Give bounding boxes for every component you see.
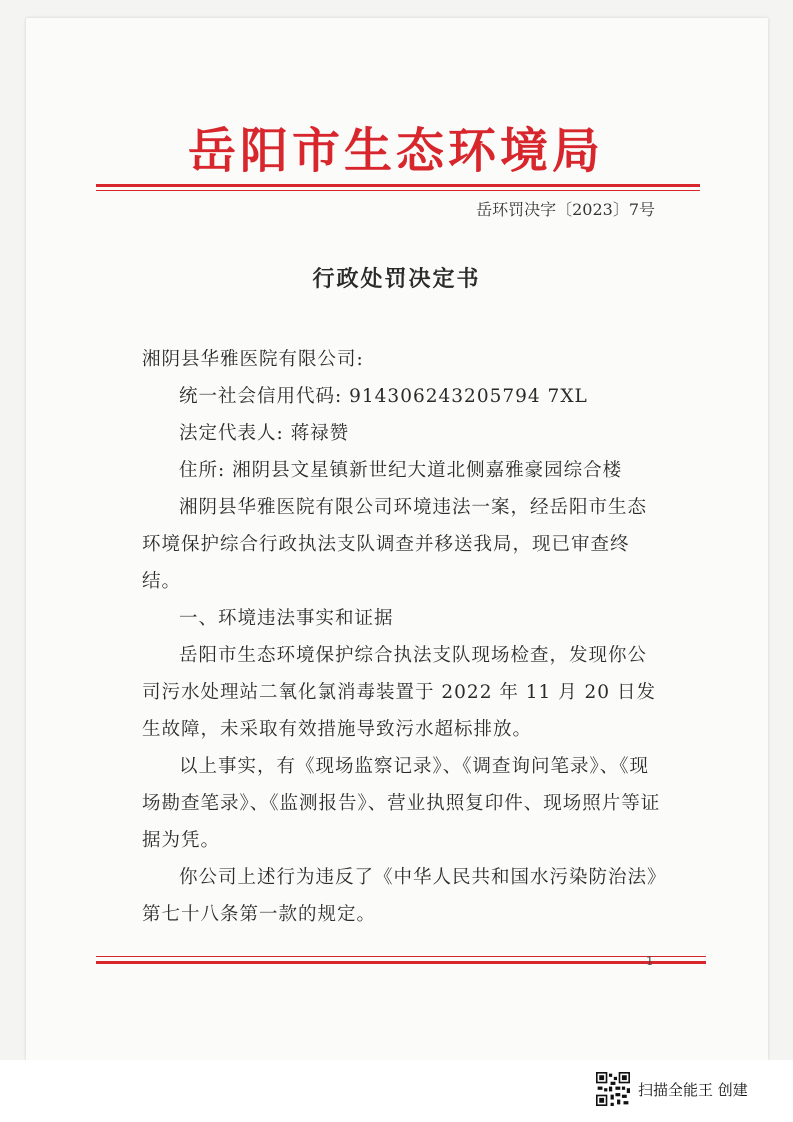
qr-code-icon bbox=[596, 1072, 630, 1106]
scanner-watermark bbox=[596, 1072, 748, 1106]
letterhead-rule-thin bbox=[96, 190, 700, 191]
watermark-text: 扫描全能王 创建 bbox=[638, 1080, 748, 1099]
paragraph-facts: 岳阳市生态环境保护综合执法支队现场检查，发现你公司污水处理站二氧化氯消毒装置于 2022 年 11 月 20 日发生故障，未采取有效措施导致污水超标排放。 bbox=[142, 645, 656, 740]
letterhead-org-name: 岳阳市生态环境局 bbox=[187, 123, 604, 179]
footer-rule-thin bbox=[96, 956, 706, 957]
document-body bbox=[142, 341, 662, 933]
document-title: 行政处罚决定书 bbox=[312, 266, 481, 292]
paragraph-evidence: 以上事实，有《现场监察记录》、《调查询问笔录》、《现场勘查笔录》、《监测报告》、营业执照复印件、现场照片等证据为凭。 bbox=[142, 756, 661, 851]
letterhead-rule-thick bbox=[96, 184, 700, 187]
recipient-legal-rep: 法定代表人: 蒋禄赞 bbox=[179, 423, 350, 444]
page-number: 1 bbox=[646, 954, 654, 968]
document-number: 岳环罚决字〔2023〕7号 bbox=[476, 200, 655, 219]
recipient-credit-code: 统一社会信用代码: 914306243205794 7XL bbox=[179, 386, 588, 407]
paragraph-violation: 你公司上述行为违反了《中华人民共和国水污染防治法》第七十八条第一款的规定。 bbox=[142, 867, 658, 925]
paragraph-intro: 湘阴县华雅医院有限公司环境违法一案，经岳阳市生态环境保护综合行政执法支队调查并移送我局，现已审查终结。 bbox=[142, 497, 648, 592]
recipient-address: 住所: 湘阴县文星镇新世纪大道北侧嘉雅豪园综合楼 bbox=[179, 460, 623, 481]
recipient-name: 湘阴县华雅医院有限公司: bbox=[142, 349, 364, 370]
section-heading: 一、环境违法事实和证据 bbox=[179, 608, 394, 629]
footer-rule-thick bbox=[96, 961, 706, 964]
